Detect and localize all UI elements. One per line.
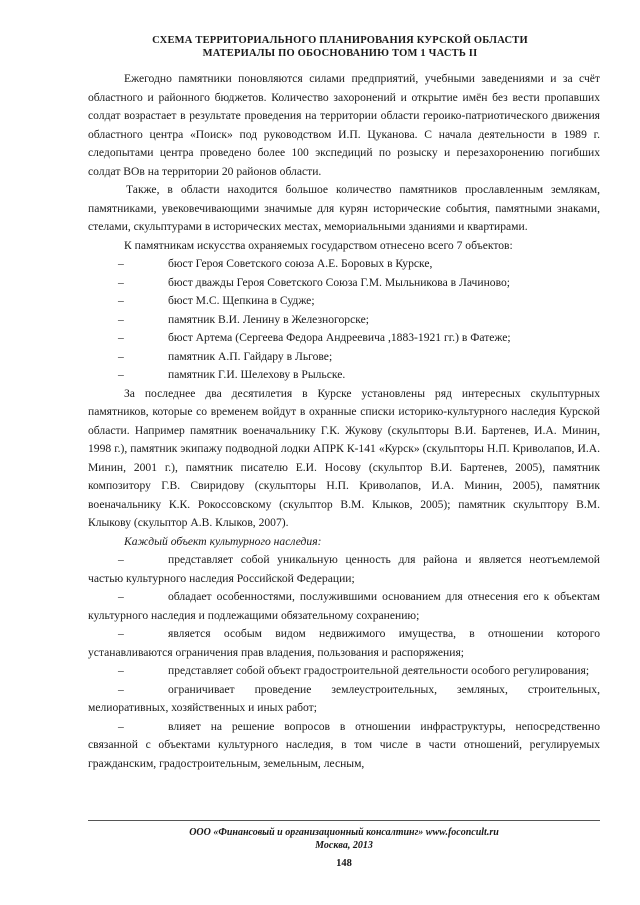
list-item: – ограничивает проведение землеустроительных, земляных, строительных, мелиоративных, хозяйственных и иных работ; xyxy=(88,682,600,714)
dash-bullet: – xyxy=(118,294,124,307)
header-title: СХЕМА ТЕРРИТОРИАЛЬНОГО ПЛАНИРОВАНИЯ КУРСКОЙ ОБЛАСТИ xyxy=(152,35,528,46)
list-item: – памятник Г.И. Шелехову в Рыльске. xyxy=(88,366,600,385)
dash-bullet: – xyxy=(118,590,124,603)
dash-bullet: – xyxy=(118,664,124,677)
list-item: – влияет на решение вопросов в отношении инфраструктуры, непосредственно связанной с объектами культурного наследия, в том числе в части отношений, регулируемых гражданским, градостроительным, земельным, лесным, xyxy=(88,719,600,770)
list-item: – бюст дважды Героя Советского Союза Г.М. Мыльникова в Лачиново; xyxy=(88,274,600,293)
criteria-lead: Каждый объект культурного наследия: xyxy=(124,534,322,548)
list-item: – памятник В.И. Ленину в Железногорске; xyxy=(88,311,600,330)
list-item: – бюст Героя Советского союза А.Е. Боровых в Курске, xyxy=(88,255,600,274)
page-footer xyxy=(88,826,600,852)
list-item: – бюст Артема (Сергеева Федора Андреевича ,1883-1921 гг.) в Фатеже; xyxy=(88,329,600,348)
footer-divider xyxy=(88,820,600,821)
list-item: – является особым видом недвижимого имущества, в отношении которого устанавливаются ограничения прав владения, пользования и распоряжения; xyxy=(88,627,600,659)
list-item: – представляет собой уникальную ценность для района и является неотъемлемой частью культурного наследия Российской Федерации; xyxy=(88,553,600,585)
dash-bullet: – xyxy=(118,257,124,270)
list-item: – памятник А.П. Гайдару в Льгове; xyxy=(88,348,600,367)
paragraph-monuments-maintenance: Ежегодно памятники поновляются силами предприятий, учебными заведениями и за счёт областного и районного бюджетов. Количество захоронений и открытие имён без вести пропавших солдат возрастает в результате проведения на территории области героико-патриотического движения областного центра «Поиск» под руководством И.П. Цуканова. С начала деятельности в 1989 г. следопытами центра проведено более 100 экспедиций по розыску и перезахоронению погибших солдат ВОв на территории 20 районов области. xyxy=(88,72,600,178)
protected-monuments-lead: К памятникам искусства охраняемых государством отнесено всего 7 объектов: xyxy=(124,238,513,252)
header-subtitle: МАТЕРИАЛЫ ПО ОБОСНОВАНИЮ ТОМ 1 ЧАСТЬ II xyxy=(202,48,478,59)
paragraph-monuments-countrymen: Также, в области находится большое количество памятников прославленным землякам, памятниками, увековечивающими значимые для курян исторические события, памятными знаками, стелами, скульптурами в исторических местах, мемориальными зданиями и квартирами. xyxy=(88,183,600,233)
document-body xyxy=(88,70,600,773)
list-item: – представляет собой объект градостроительной деятельности особого регулирования; xyxy=(88,662,600,681)
dash-bullet: – xyxy=(118,368,124,381)
dash-bullet: – xyxy=(118,682,124,696)
footer-city-year: Москва, 2013 xyxy=(315,840,373,851)
list-item: – бюст М.С. Щепкина в Судже; xyxy=(88,292,600,311)
page-header xyxy=(80,34,600,60)
page-number: 148 xyxy=(336,858,352,869)
dash-bullet: – xyxy=(118,275,124,289)
protected-monuments-list xyxy=(88,255,600,385)
dash-bullet: – xyxy=(118,331,124,344)
dash-bullet: – xyxy=(118,553,124,566)
dash-bullet: – xyxy=(118,349,124,363)
dash-bullet: – xyxy=(118,627,124,640)
footer-company: ООО «Финансовый и организационный консалтинг» www.foconcult.ru xyxy=(189,827,499,838)
heritage-criteria-list xyxy=(88,551,600,773)
paragraph-sculptural-monuments: За последнее два десятилетия в Курске установлены ряд интересных скульптурных памятников, которые со временем войдут в охранные списки историко-культурного наследия Курской области. Например памятник военачальнику Г.К. Жукову (скульпторы В.И. Бартенев, И.А. Минин, 1998 г.), памятник экипажу подводной лодки АПРК К-141 «Курск» (скульпторы Н.П. Криволапов, И.А. Минин, 2001 г.), памятник писателю Е.И. Носову (скульптор В.И. Бартенев, 2005), памятник композитору Г.В. Свиридову (скульпторы Н.П. Криволапов, И.А. Минин, 2005), памятник военачальнику К.К. Рокоссовскому (скульптор В.М. Клыков, 2005); памятник скульптору В.М. Клыкову (скульптор А.В. Клыков, 2007). xyxy=(88,386,600,529)
dash-bullet: – xyxy=(118,719,124,733)
dash-bullet: – xyxy=(118,312,124,326)
list-item: – обладает особенностями, послужившими основанием для отнесения его к объектам культурного наследия и подлежащими обязательному сохранению; xyxy=(88,590,600,622)
